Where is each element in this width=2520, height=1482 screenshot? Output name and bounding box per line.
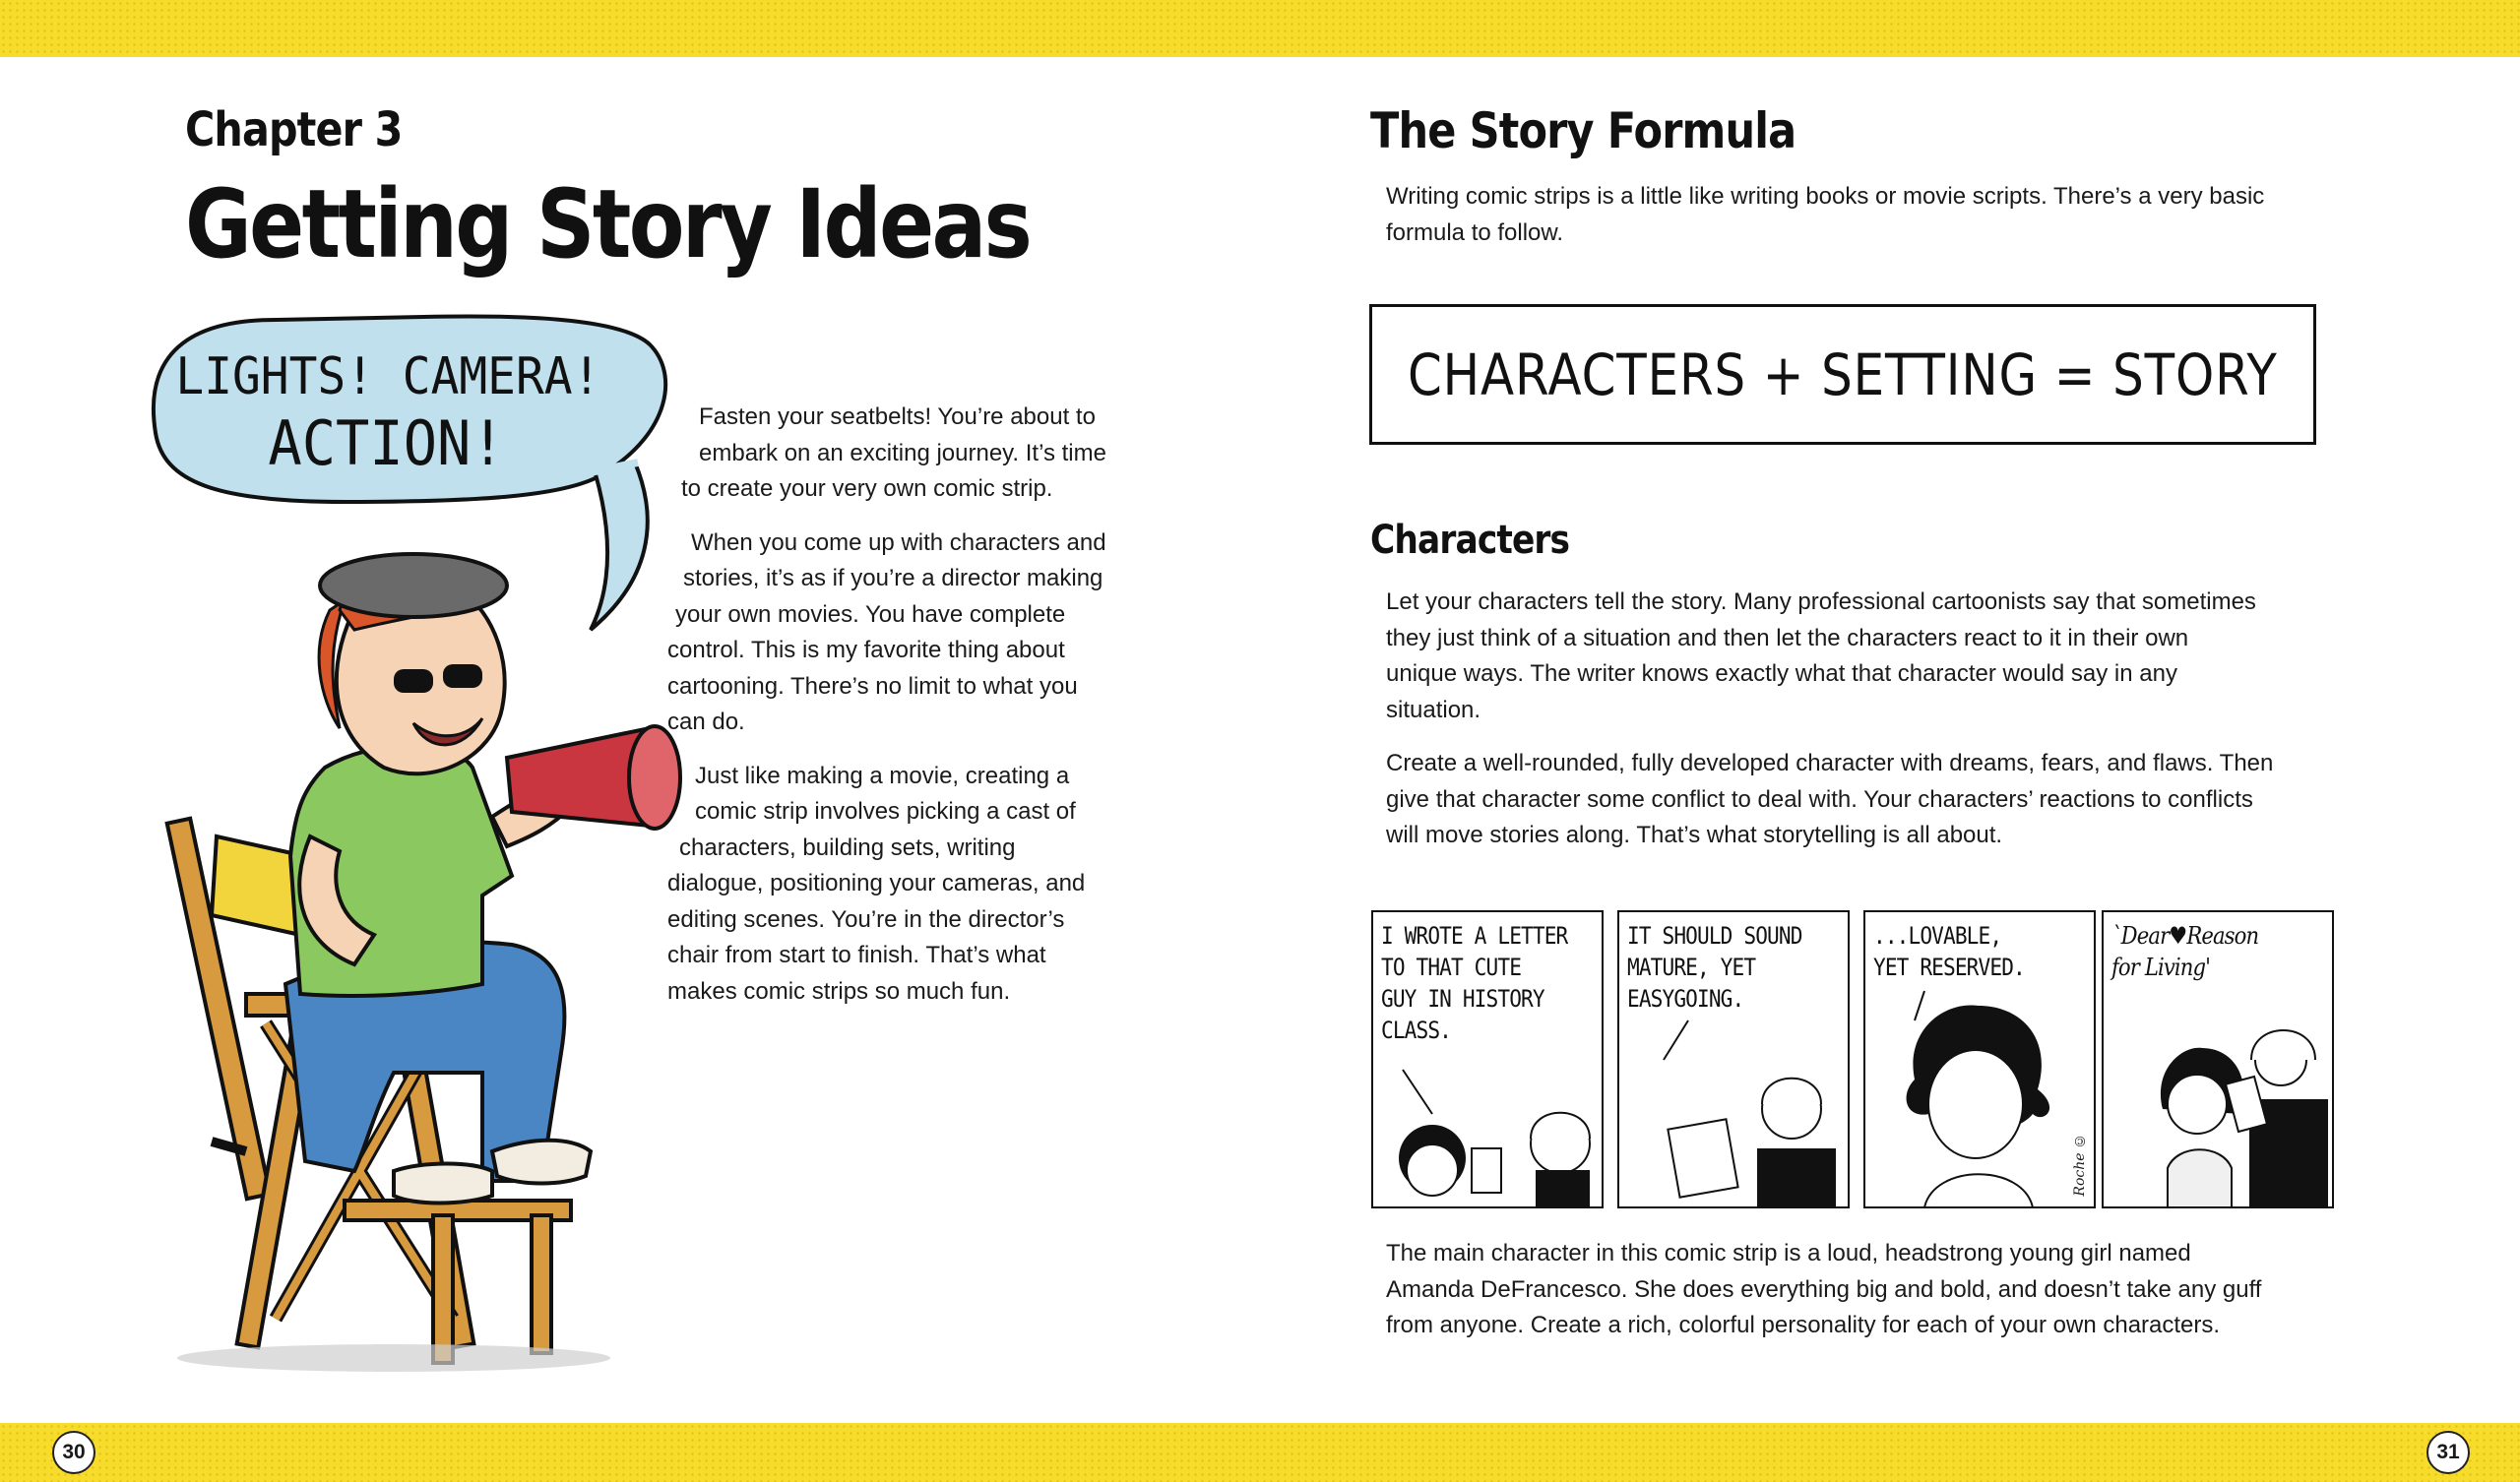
director-head xyxy=(319,554,507,773)
comic-panel-4-text: `Dear♥Reason for Living' xyxy=(2111,922,2259,981)
comic-panel-2-text: IT SHOULD SOUND MATURE, YET EASYGOING. xyxy=(1627,922,1802,1013)
comic-panel-4 xyxy=(2102,910,2334,1208)
characters-body-text xyxy=(1386,585,2380,872)
intro-text: Writing comic strips is a little like writing books or movie scripts. There’s a very basic formula to follow. xyxy=(1386,183,2265,246)
comic-panel-3 xyxy=(1863,910,2096,1208)
section-title: The Story Formula xyxy=(1370,102,1796,159)
characters-heading: Characters xyxy=(1370,518,1570,563)
chapter-label: Chapter 3 xyxy=(185,102,403,157)
characters-paragraph-1: Let your characters tell the story. Many professional cartoonists say that sometimes they just think of a situation and then let the characters react to it in their own unique ways. The writer knows exactly what that character would say in any situation. xyxy=(1386,588,2256,723)
page-number-left: 30 xyxy=(52,1431,95,1474)
characters-paragraph-2: Create a well-rounded, fully developed character with dreams, fears, and flaws. Then give that character some conflict to deal with. Your characters’ reactions to conflicts will move stories along. That’s what storytelling is all about. xyxy=(1386,750,2274,848)
left-paragraph-2: When you come up with characters and stories, it’s as if you’re a director making your own movies. You have complete control. This is my favorite thing about cartooning. There’s no limit to what you can do. xyxy=(667,528,1106,735)
comic-signature: Roche © xyxy=(2072,1133,2088,1197)
director-cartoon-illustration xyxy=(98,305,709,1378)
comic-panel-1 xyxy=(1371,910,1604,1208)
story-formula: CHARACTERS + SETTING = STORY xyxy=(1408,340,2278,408)
comic-caption: The main character in this comic strip is a loud, headstrong young girl named Amanda DeFrancesco. She does everything big and bold, and doesn’t take any guff from anyone. Create a rich, colorful personality for each of your own characters. xyxy=(1386,1240,2262,1338)
bottom-yellow-band xyxy=(0,1423,2520,1482)
left-paragraph-3: Just like making a movie, creating a comic strip involves picking a cast of characters, building sets, writing dialogue, positioning your cameras, and editing scenes. You’re in the director’s chair from start to finish. That’s what makes comic strips so much fun. xyxy=(667,762,1086,1005)
comic-panel-1-text: I WROTE A LETTER TO THAT CUTE GUY IN HISTORY CLASS. xyxy=(1381,922,1568,1044)
left-body-text xyxy=(667,400,1179,1027)
top-yellow-band xyxy=(0,0,2520,57)
comic-panel-2 xyxy=(1617,910,1850,1208)
story-formula-box xyxy=(1369,304,2316,445)
beret xyxy=(320,554,507,617)
comic-panel-3-text: ...LOVABLE, YET RESERVED. xyxy=(1873,922,2025,981)
page-number-right: 31 xyxy=(2426,1431,2470,1474)
megaphone xyxy=(507,726,680,829)
comic-strip xyxy=(1371,910,2334,1210)
speech-bubble-line-1: LIGHTS! CAMERA! xyxy=(175,346,601,406)
left-paragraph-1: Fasten your seatbelts! You’re about to embark on an exciting journey. It’s time to create your very own comic strip. xyxy=(681,403,1106,502)
speech-bubble-line-2: ACTION! xyxy=(268,408,505,480)
chapter-title: Getting Story Ideas xyxy=(185,169,1031,279)
